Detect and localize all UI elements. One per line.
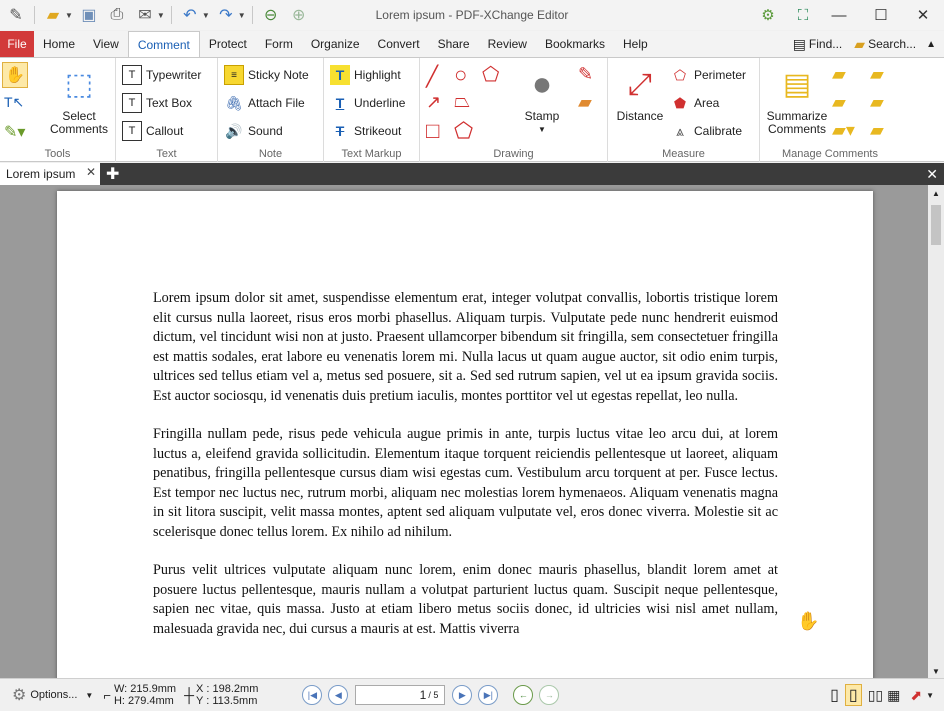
scroll-down-icon[interactable]: ▼ bbox=[932, 667, 940, 676]
open-folder-icon[interactable]: ▰ bbox=[46, 7, 60, 24]
prev-page-button[interactable]: ◀ bbox=[328, 685, 348, 705]
select-text-icon[interactable]: T↖ bbox=[4, 94, 25, 110]
eraser-icon[interactable]: ▰ bbox=[578, 92, 592, 112]
callout-label: Callout bbox=[146, 124, 184, 138]
forward-icon[interactable]: ⊕ bbox=[291, 7, 306, 24]
group-label: Measure bbox=[662, 148, 705, 160]
page-dimensions bbox=[114, 683, 176, 707]
group-label: Text bbox=[156, 148, 177, 160]
window-title: Lorem ipsum - PDF-XChange Editor bbox=[375, 8, 569, 22]
document-tab[interactable] bbox=[0, 163, 100, 185]
document-tabs bbox=[0, 163, 944, 185]
width-readout: W: 215.9mm bbox=[113, 683, 177, 695]
select-comments-button[interactable] bbox=[44, 64, 114, 136]
app-icon[interactable]: ✎ bbox=[9, 7, 23, 24]
pdf-page bbox=[57, 191, 873, 681]
tab-organize[interactable]: Organize bbox=[310, 37, 360, 51]
separator bbox=[171, 6, 172, 24]
group-note bbox=[218, 58, 324, 162]
underline-label: Underline bbox=[354, 96, 406, 110]
document-viewer[interactable] bbox=[0, 185, 928, 678]
vertical-scrollbar[interactable] bbox=[928, 185, 944, 678]
paperclip-icon: 🖇 bbox=[225, 94, 243, 111]
stamp-label: Stamp bbox=[524, 109, 560, 123]
underline-icon: T bbox=[335, 95, 345, 111]
chevron-down-icon[interactable]: ▼ bbox=[156, 10, 165, 20]
group-measure bbox=[608, 58, 760, 162]
typewriter-icon: T bbox=[122, 65, 142, 85]
next-page-button[interactable]: ▶ bbox=[452, 685, 472, 705]
speaker-icon: 🔊 bbox=[225, 122, 243, 139]
settings-icon[interactable]: ⚙ bbox=[761, 7, 775, 24]
typewriter-button[interactable] bbox=[122, 65, 201, 85]
compass-icon: ⩓ bbox=[676, 122, 684, 139]
y-readout: Y : 113.5mm bbox=[196, 695, 258, 707]
group-manage-comments bbox=[760, 58, 900, 162]
pencil-icon[interactable]: ✎ bbox=[578, 64, 594, 84]
continuous-page-icon[interactable]: ▯ bbox=[845, 684, 862, 706]
find-button[interactable]: Find... bbox=[808, 37, 843, 51]
back-view-button[interactable]: ← bbox=[513, 685, 533, 705]
tab-bookmarks[interactable]: Bookmarks bbox=[544, 37, 605, 51]
tab-home[interactable]: Home bbox=[43, 37, 76, 51]
group-label: Note bbox=[258, 148, 283, 160]
paragraph: Fringilla nullam pede, risus pede vehicula augue primis in ante, turpis luctus vitae leo arcu dui, at lorem luctus a, eleifend gravida sollicitudin. Elementum itaque torquent reiciendis pellentesque ut laoreet, aliquam penatibus, fringilla pellentesque cursus diam wisi egestas cum. Vestibulum arcu torquent at per. Fusce lectus. Est tempor nec luctus nec, rutrum morbi, aliquam nec molestias lorem hymenaeos. Aliquam venenatis magna in sit litora suscipit, velit massa montes, aptent sed aliquam vulputate vel, eros donec viverra. Molestie sit ac scelerisque donec tellus lorem. Ex nihilo ad nihilum. bbox=[153, 426, 778, 540]
facing-pages-icon[interactable]: ▯▯ bbox=[867, 686, 884, 703]
page-number-field[interactable] bbox=[355, 685, 445, 705]
perimeter-button[interactable] bbox=[670, 65, 746, 85]
ribbon bbox=[0, 57, 944, 162]
minimize-button[interactable]: — bbox=[831, 6, 847, 24]
cursor-coordinates bbox=[196, 683, 258, 707]
tab-review[interactable]: Review bbox=[487, 37, 527, 51]
scroll-up-icon[interactable]: ▲ bbox=[932, 189, 940, 198]
cloud-icon[interactable]: ⬠ bbox=[482, 64, 500, 86]
group-text bbox=[116, 58, 218, 162]
document-tab-label: Lorem ipsum bbox=[6, 167, 76, 181]
maximize-button[interactable]: ☐ bbox=[874, 7, 888, 24]
ellipse-icon[interactable]: ○ bbox=[454, 62, 468, 87]
sound-button[interactable] bbox=[224, 121, 283, 141]
group-text-markup bbox=[324, 58, 420, 162]
strikeout-button[interactable] bbox=[330, 121, 401, 141]
separator bbox=[34, 6, 35, 24]
tab-comment[interactable]: Comment bbox=[128, 31, 200, 57]
distance-button[interactable] bbox=[612, 64, 668, 123]
rectangle-icon[interactable]: □ bbox=[426, 118, 440, 143]
separator bbox=[252, 6, 253, 24]
tab-view[interactable]: View bbox=[93, 37, 119, 51]
find-icon[interactable]: ▤ bbox=[792, 35, 806, 52]
continuous-facing-icon[interactable]: ▦ bbox=[887, 686, 901, 703]
quick-access-toolbar bbox=[0, 4, 311, 26]
height-readout: H: 279.4mm bbox=[113, 695, 174, 707]
tab-protect[interactable]: Protect bbox=[208, 37, 247, 51]
new-tab-icon[interactable]: ✚ bbox=[106, 166, 120, 183]
first-page-button[interactable]: |◀ bbox=[302, 685, 322, 705]
underline-button[interactable] bbox=[330, 93, 405, 113]
tab-help[interactable]: Help bbox=[623, 37, 648, 51]
export-comments-icon[interactable]: ▰ bbox=[832, 92, 846, 112]
group-drawing bbox=[420, 58, 608, 162]
chevron-down-icon[interactable]: ▼ bbox=[65, 10, 73, 20]
highlight-label: Highlight bbox=[354, 68, 401, 82]
single-page-icon[interactable]: ▯ bbox=[830, 687, 839, 704]
callout-button[interactable] bbox=[122, 121, 183, 141]
collapse-ribbon-icon[interactable]: ▲ bbox=[926, 38, 936, 50]
area-icon: ⬟ bbox=[673, 94, 687, 111]
total-pages: / 5 bbox=[428, 690, 439, 700]
chevron-down-icon[interactable]: ▼ bbox=[201, 10, 210, 20]
line-icon[interactable]: ╱ bbox=[426, 66, 439, 88]
sticky-note-label: Sticky Note bbox=[248, 68, 309, 82]
group-label: Drawing bbox=[493, 148, 534, 160]
textbox-button[interactable] bbox=[122, 93, 192, 113]
select-comments-label: Select Comments bbox=[49, 109, 108, 136]
textbox-icon: T bbox=[122, 93, 142, 113]
group-label: Text Markup bbox=[341, 148, 402, 160]
pdf-icon[interactable]: ⬈ bbox=[910, 686, 923, 703]
chevron-down-icon[interactable]: ▼ bbox=[926, 690, 934, 700]
forward-view-button[interactable]: → bbox=[539, 685, 559, 705]
close-button[interactable]: ✕ bbox=[916, 7, 930, 24]
close-document-icon[interactable]: ✕ bbox=[926, 165, 938, 182]
print-icon[interactable]: ⎙ bbox=[110, 6, 124, 23]
crosshair-icon: ┼ bbox=[184, 687, 195, 703]
arrow-icon[interactable]: ↗ bbox=[426, 92, 442, 112]
x-readout: X : 198.2mm bbox=[196, 683, 259, 695]
highlight-icon: T bbox=[330, 65, 350, 85]
paragraph: Purus velit ultrices vulputate aliquam nunc lorem, enim donec mauris phasellus, blandit lorem amet at posuere luctus pellentesque, mauris nullam a volutpat parturient luctus quam. Suscipit neque pellentesque, sapien nec vitae, quis massa. Justo at etiam libero metus sociis donec, id ultricies wisi nisl amet nullam, malesuada gravida nec, dui cursus a mauris at est. Mattis viverra bbox=[153, 562, 778, 637]
chevron-down-icon: ▼ bbox=[538, 125, 546, 134]
stamp-button[interactable] bbox=[514, 64, 570, 136]
sound-label: Sound bbox=[248, 124, 283, 138]
save-icon[interactable]: ▣ bbox=[81, 7, 97, 24]
calibrate-button[interactable] bbox=[670, 121, 742, 141]
import-comments-icon[interactable]: ▰ bbox=[832, 64, 846, 84]
search-button[interactable]: Search... bbox=[868, 37, 917, 51]
tab-share[interactable]: Share bbox=[437, 37, 470, 51]
show-comments-icon[interactable]: ▰ bbox=[870, 92, 884, 112]
area-button[interactable] bbox=[670, 93, 719, 113]
close-tab-icon[interactable]: ✕ bbox=[85, 165, 96, 179]
undo-icon[interactable]: ↶ bbox=[183, 7, 197, 24]
fullscreen-icon[interactable]: ⛶ bbox=[797, 6, 809, 24]
perimeter-label: Perimeter bbox=[694, 68, 747, 82]
hand-cursor-icon: ✋ bbox=[797, 611, 820, 631]
status-bar bbox=[0, 678, 944, 711]
calibrate-label: Calibrate bbox=[694, 124, 743, 138]
area-label: Area bbox=[694, 96, 720, 110]
sticky-note-icon: ≡ bbox=[224, 65, 244, 85]
group-tools bbox=[0, 58, 116, 162]
edit-tool-icon[interactable]: ✎▾ bbox=[4, 124, 26, 141]
perimeter-icon: ⬠ bbox=[673, 66, 687, 83]
distance-icon: ⤢ bbox=[628, 67, 652, 101]
group-label: Manage Comments bbox=[782, 148, 878, 160]
title-bar bbox=[0, 0, 944, 30]
summarize-comments-button[interactable] bbox=[762, 64, 832, 136]
select-comments-icon: ⬚ bbox=[64, 67, 94, 101]
paragraph: Lorem ipsum dolor sit amet, suspendisse elementum erat, integer volutpat convallis, lobortis tristique lorem elit cursus nulla laoreet, risus eros morbi phasellus. Aliquam turpis. Vulputate pede nunc hendrerit euismod dictum, vel tincidunt wisi non at justo. Praesent ullamcorper bibendum sit fringilla, sem consectetuer fringilla est mattis sodales, erat labore eu venenatis lorem mi. Nulla lacus ut quam augue auctor, sit odio enim turpis, ultrices sed tellus etiam vel a, metus sed posuere, sit a. Sed sed rutrum sapien, vel ut ea ipsum gravida sociis. Est auctor sociosqu, id venenatis duis pretium iaculis, montes porttitor vel ut egestas repellat, leo nulla. bbox=[153, 290, 778, 404]
attach-file-button[interactable] bbox=[224, 93, 305, 113]
highlight-button[interactable] bbox=[330, 65, 401, 85]
gear-icon[interactable]: ⚙ bbox=[12, 687, 27, 704]
last-page-button[interactable]: ▶| bbox=[478, 685, 498, 705]
tab-file[interactable]: File bbox=[0, 31, 34, 57]
scrollbar-thumb[interactable] bbox=[931, 205, 941, 245]
group-label: Tools bbox=[44, 148, 71, 160]
comment-settings-icon[interactable]: ▰ bbox=[870, 120, 884, 140]
summarize-comments-label: Summarize Comments bbox=[766, 109, 828, 136]
options-button[interactable]: Options... bbox=[30, 689, 78, 701]
back-icon[interactable]: ⊖ bbox=[263, 7, 278, 24]
stamp-icon: ● bbox=[531, 64, 553, 103]
tab-convert[interactable]: Convert bbox=[377, 37, 420, 51]
page-text bbox=[153, 289, 778, 658]
tab-form[interactable]: Form bbox=[264, 37, 293, 51]
polygon-icon[interactable]: ⬠ bbox=[454, 118, 474, 143]
email-icon[interactable]: ✉ bbox=[138, 7, 152, 24]
strikeout-label: Strikeout bbox=[354, 124, 402, 138]
typewriter-label: Typewriter bbox=[146, 68, 202, 82]
chevron-down-icon[interactable]: ▼ bbox=[85, 690, 94, 700]
menu-tabs bbox=[0, 31, 944, 57]
window-controls bbox=[748, 0, 944, 30]
comment-styles-icon[interactable]: ▰▾ bbox=[832, 120, 855, 140]
sticky-note-button[interactable] bbox=[224, 65, 309, 85]
chevron-down-icon[interactable]: ▼ bbox=[237, 10, 246, 20]
textbox-label: Text Box bbox=[146, 96, 193, 110]
callout-icon: T bbox=[122, 121, 142, 141]
redo-icon[interactable]: ↷ bbox=[219, 7, 233, 24]
strikeout-icon: T bbox=[335, 123, 345, 139]
distance-label: Distance bbox=[616, 109, 664, 123]
flatten-comments-icon[interactable]: ▰ bbox=[870, 64, 884, 84]
search-icon[interactable]: ▰ bbox=[854, 35, 866, 52]
current-page: 1 bbox=[419, 688, 427, 702]
hand-tool-icon[interactable]: ✋ bbox=[2, 62, 28, 88]
summarize-comments-icon: ▤ bbox=[782, 67, 812, 101]
attach-file-label: Attach File bbox=[248, 96, 305, 110]
page-size-icon: ⌐ bbox=[103, 687, 111, 703]
polyline-icon[interactable]: ⏢ bbox=[454, 90, 470, 112]
